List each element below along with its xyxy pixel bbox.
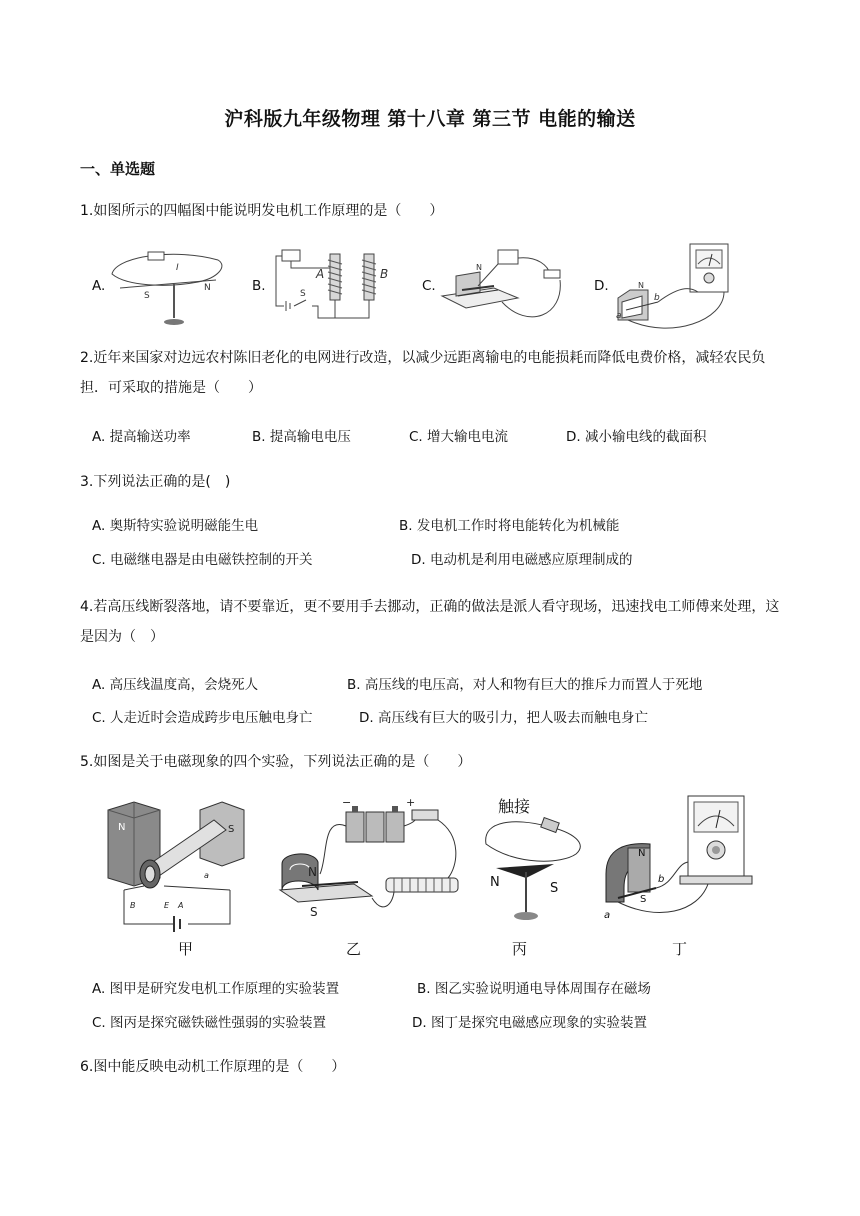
q5-ding-a-label: a	[604, 910, 611, 921]
q2-option-c[interactable]: C. 增大输电电流	[409, 429, 509, 445]
q1-option-d-label[interactable]: D.	[594, 278, 609, 294]
q5-jia-s-label: S	[228, 824, 235, 835]
q5-ding-s-label: S	[640, 894, 647, 905]
q4-option-d[interactable]: D. 高压线有巨大的吸引力，把人吸去而触电身亡	[359, 710, 648, 726]
q1-fig-b-a-label: A	[316, 267, 325, 281]
q5-caption-jia: 甲	[178, 940, 194, 958]
question-5-text: 5.如图是关于电磁现象的四个实验，下列说法正确的是（ ）	[80, 754, 472, 770]
q2-option-b[interactable]: B. 提高输电电压	[252, 429, 351, 445]
q5-yi-s-label: S	[310, 905, 318, 919]
q1-fig-b-switch-label: S	[300, 289, 306, 299]
q5-ding-b-label: b	[658, 874, 665, 885]
q3-option-d[interactable]: D. 电动机是利用电磁感应原理制成的	[411, 552, 633, 568]
q1-fig-c-n-label: N	[476, 263, 482, 272]
q5-figure-ding-galvanometer	[598, 792, 754, 922]
q4-option-a[interactable]: A. 高压线温度高，会烧死人	[92, 677, 259, 693]
q5-jia-b-label: B	[130, 901, 136, 910]
q5-yi-plus-label: +	[406, 796, 416, 809]
q3-option-a[interactable]: A. 奥斯特实验说明磁能生电	[92, 518, 259, 534]
q5-jia-small-a-label: a	[204, 871, 209, 880]
q1-option-c-label[interactable]: C.	[422, 278, 436, 294]
q5-yi-n-label: N	[308, 865, 317, 879]
q5-figure-yi-conductor-track	[262, 796, 472, 926]
q5-figure-jia-motor	[104, 796, 254, 936]
q2-option-a[interactable]: A. 提高输送功率	[92, 429, 191, 445]
q1-fig-b-b-label: B	[380, 267, 389, 281]
q4-option-b[interactable]: B. 高压线的电压高，对人和物有巨大的推斥力而置人于死地	[347, 677, 703, 693]
q5-option-d[interactable]: D. 图丁是探究电磁感应现象的实验装置	[412, 1015, 647, 1031]
q1-figure-b-electromagnets	[272, 244, 400, 324]
q1-figure-c-magnet-rail	[438, 246, 570, 326]
q5-option-c[interactable]: C. 图丙是探究磁铁磁性强弱的实验装置	[92, 1015, 327, 1031]
q1-fig-d-b-label: b	[654, 293, 660, 303]
q5-caption-ding: 丁	[672, 940, 688, 958]
q3-option-c[interactable]: C. 电磁继电器是由电磁铁控制的开关	[92, 552, 313, 568]
q1-fig-d-n-label: N	[638, 281, 644, 290]
q5-option-b[interactable]: B. 图乙实验说明通电导体周围存在磁场	[417, 981, 651, 997]
question-6-text: 6.图中能反映电动机工作原理的是（ ）	[80, 1059, 346, 1075]
q1-fig-a-current-label: I	[176, 263, 179, 273]
q1-figure-a-wire-loop	[106, 246, 230, 328]
q5-caption-bing: 丙	[512, 940, 528, 958]
q4-option-c[interactable]: C. 人走近时会造成跨步电压触电身亡	[92, 710, 313, 726]
q1-fig-a-n-label: N	[204, 283, 211, 293]
question-3-text: 3.下列说法正确的是( )	[80, 474, 231, 490]
q5-caption-yi: 乙	[346, 940, 362, 958]
q5-ding-n-label: N	[638, 848, 646, 859]
q5-option-a[interactable]: A. 图甲是研究发电机工作原理的实验装置	[92, 981, 340, 997]
q5-bing-s-label: S	[550, 881, 559, 896]
question-2-text: 2.近年来国家对边远农村陈旧老化的电网进行改造，以减少远距离输电的电能损耗而降低电费价格，减轻农民负担．可采取的措施是（ ）	[80, 350, 766, 396]
q1-fig-a-s-label: S	[144, 291, 150, 301]
question-4-text: 4.若高压线断裂落地，请不要靠近，更不要用手去挪动，正确的做法是派人看守现场，迅速找电工师傅来处理，这是因为（ ）	[80, 599, 780, 645]
question-1-text: 1.如图所示的四幅图中能说明发电机工作原理的是（ ）	[80, 203, 444, 219]
q5-figure-bing-oersted	[476, 792, 594, 932]
q1-fig-d-a-label: a	[616, 311, 622, 321]
page-title: 沪科版九年级物理 第十八章 第三节 电能的输送	[224, 108, 636, 130]
q1-option-b-label[interactable]: B.	[252, 278, 266, 294]
section-heading: 一、单选题	[80, 160, 156, 178]
q3-option-b[interactable]: B. 发电机工作时将电能转化为机械能	[399, 518, 620, 534]
q5-bing-touch-label: 触接	[498, 797, 531, 816]
q1-option-a-label[interactable]: A.	[92, 278, 106, 294]
q5-jia-a-label: A	[178, 901, 184, 910]
q2-option-d[interactable]: D. 减小输电线的截面积	[566, 429, 707, 445]
q1-figure-d-galvanometer	[612, 240, 734, 328]
q5-jia-e-label: E	[164, 901, 170, 910]
q5-jia-n-label: N	[118, 822, 126, 833]
q5-yi-minus-label: −	[342, 796, 352, 809]
q5-bing-n-label: N	[490, 875, 500, 890]
